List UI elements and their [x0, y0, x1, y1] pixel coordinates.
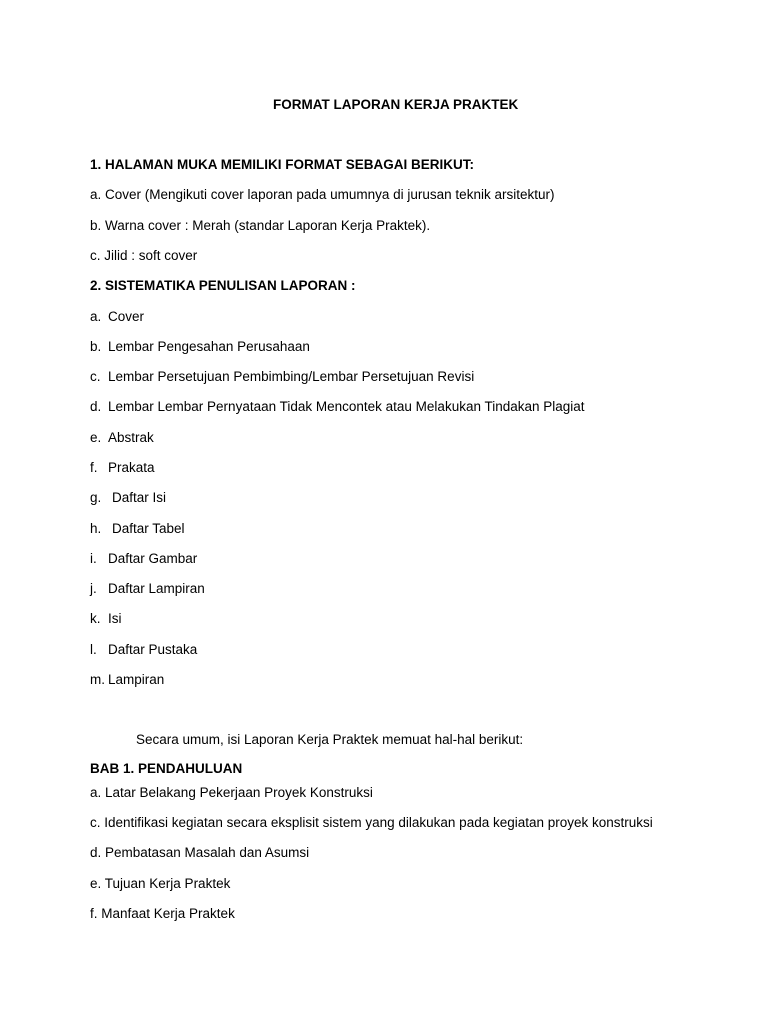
bab1-item: f. Manfaat Kerja Praktek: [90, 906, 235, 921]
item-label: k.: [90, 611, 101, 626]
item-text: Daftar Lampiran: [108, 581, 205, 596]
item-label: f.: [90, 460, 98, 475]
item-text: Lembar Persetujuan Pembimbing/Lembar Persetujuan Revisi: [108, 369, 475, 384]
section2-item: [90, 611, 122, 627]
section2-heading: 2. SISTEMATIKA PENULISAN LAPORAN :: [90, 278, 356, 293]
bab1-item: d. Pembatasan Masalah dan Asumsi: [90, 845, 310, 860]
item-label: e.: [90, 430, 102, 445]
bab1-item: a. Latar Belakang Pekerjaan Proyek Konstruksi: [90, 785, 373, 800]
section2-item: [90, 460, 155, 476]
item-text: Lembar Lembar Pernyataan Tidak Mencontek atau Melakukan Tindakan Plagiat: [108, 399, 585, 414]
document-title: FORMAT LAPORAN KERJA PRAKTEK: [273, 97, 519, 112]
section1-heading: 1. HALAMAN MUKA MEMILIKI FORMAT SEBAGAI BERIKUT:: [90, 157, 474, 172]
item-label: m.: [90, 672, 105, 687]
intro-paragraph: Secara umum, isi Laporan Kerja Praktek memuat hal-hal berikut:: [136, 732, 524, 747]
item-text: Isi: [108, 611, 122, 626]
section2-item: [90, 672, 164, 688]
item-text: Lampiran: [108, 672, 165, 687]
item-label: l.: [90, 642, 97, 657]
bab1-item: e. Tujuan Kerja Praktek: [90, 876, 231, 891]
item-text: Daftar Isi: [112, 490, 167, 505]
section2-item: [90, 430, 154, 446]
section2-item: [90, 339, 310, 355]
section1-item: a. Cover (Mengikuti cover laporan pada umumnya di jurusan teknik arsitektur): [90, 187, 555, 202]
item-label: a.: [90, 309, 102, 324]
item-text: Daftar Gambar: [108, 551, 198, 566]
item-label: g.: [90, 490, 102, 505]
section2-item: [90, 490, 166, 506]
section2-item: [90, 551, 197, 567]
item-text: Cover: [108, 309, 145, 324]
item-label: b.: [90, 339, 102, 354]
item-label: j.: [90, 581, 97, 596]
item-text: Daftar Tabel: [112, 521, 185, 536]
item-label: c.: [90, 369, 101, 384]
item-text: Daftar Pustaka: [108, 642, 198, 657]
section2-item: [90, 369, 474, 385]
section2-item: [90, 309, 144, 325]
section1-item: b. Warna cover : Merah (standar Laporan Kerja Praktek).: [90, 218, 431, 233]
section2-item: [90, 642, 197, 658]
section2-item: [90, 521, 185, 537]
item-label: d.: [90, 399, 102, 414]
item-label: i.: [90, 551, 97, 566]
item-text: Prakata: [108, 460, 155, 475]
item-label: h.: [90, 521, 102, 536]
item-text: Abstrak: [108, 430, 154, 445]
section2-item: [90, 399, 585, 415]
section2-item: [90, 581, 205, 597]
bab1-item: c. Identifikasi kegiatan secara eksplisit sistem yang dilakukan pada kegiatan proyek konstruksi: [90, 815, 653, 830]
item-text: Lembar Pengesahan Perusahaan: [108, 339, 310, 354]
bab1-heading: BAB 1. PENDAHULUAN: [90, 761, 243, 776]
section1-item: c. Jilid : soft cover: [90, 248, 198, 263]
